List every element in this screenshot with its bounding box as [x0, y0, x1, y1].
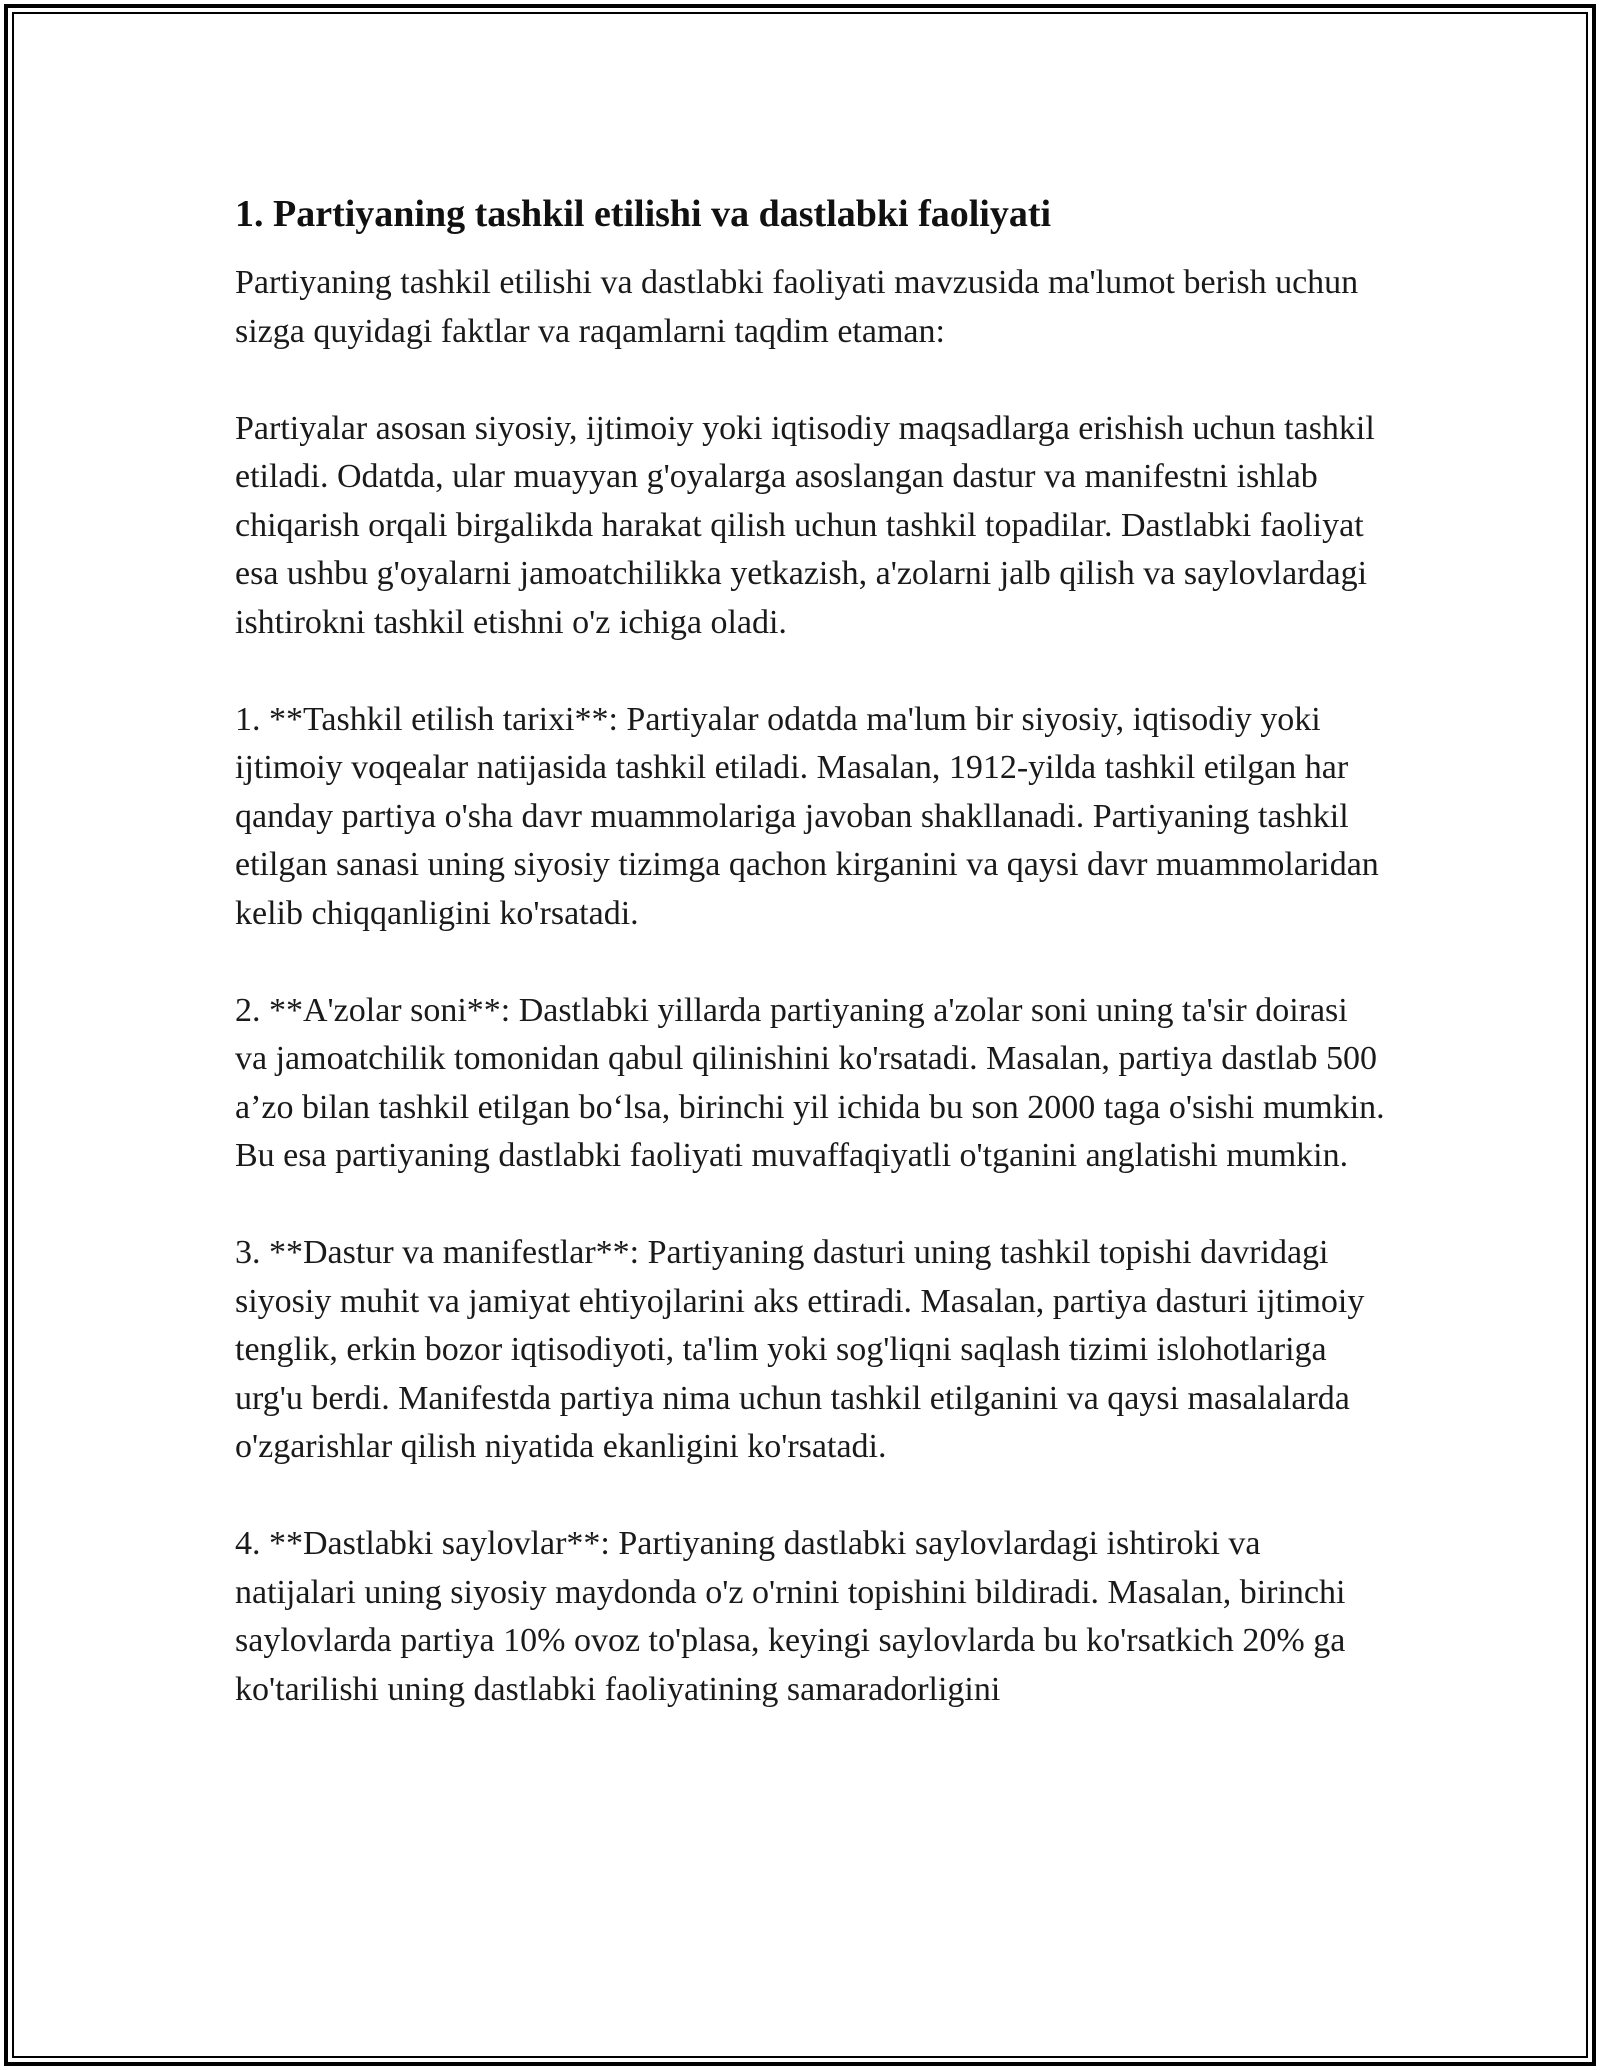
document-body — [235, 183, 1385, 1763]
point-member-count: 2. **A'zolar soni**: Dastlabki yillarda partiyaning a'zolar soni uning ta'sir doirasi va jamoatchilik tomonidan qabul qilinishini ko'rsatadi. Masalan, partiya dastlab 500 a’zo bilan tashkil etilgan bo‘lsa, birinchi yil ichida bu son 2000 taga o'sishi mumkin. Bu esa partiyaning dastlabki faoliyati muvaffaqiyatli o'tganini anglatishi mumkin. — [235, 991, 1385, 1174]
point-founding-history: 1. **Tashkil etilish tarixi**: Partiyalar odatda ma'lum bir siyosiy, iqtisodiy yoki ijtimoiy voqealar natijasida tashkil etiladi. Masalan, 1912-yilda tashkil etilgan har qanday partiya o'sha davr muammolariga javoban shakllanadi. Partiyaning tashkil etilgan sanasi uning siyosiy tizimga qachon kirganini va qaysi davr muammolaridan kelib chiqqanligini ko'rsatadi. — [235, 700, 1379, 932]
section-title: 1. Partiyaning tashkil etilishi va dastlabki faoliyati — [235, 193, 1052, 235]
point-program-manifesto: 3. **Dastur va manifestlar**: Partiyaning dasturi uning tashkil topishi davridagi siyosiy muhit va jamiyat ehtiyojlarini aks ettiradi. Masalan, partiya dasturi ijtimoiy tenglik, erkin bozor iqtisodiyoti, ta'lim yoki sog'liqni saqlash tizimi islohotlariga urg'u berdi. Manifestda partiya nima uchun tashkil etilganini va qaysi masalalarda o'zgarishlar qilish niyatida ekanligini ko'rsatadi. — [235, 1234, 1365, 1465]
overview-paragraph: Partiyalar asosan siyosiy, ijtimoiy yoki iqtisodiy maqsadlarga erishish uchun tashkil etiladi. Odatda, ular muayyan g'oyalarga asoslangan dastur va manifestni ishlab chiqarish orqali birgalikda harakat qilish uchun tashkil topadilar. Dastlabki faoliyat esa ushbu g'oyalarni jamoatchilikka yetkazish, a'zolarni jalb qilish va saylovlardagi ishtirokni tashkil etishni o'z ichiga oladi. — [235, 409, 1375, 641]
intro-paragraph: Partiyaning tashkil etilishi va dastlabki faoliyati mavzusida ma'lumot berish uchun sizga quyidagi faktlar va raqamlarni taqdim etaman: — [235, 264, 1359, 350]
point-early-elections: 4. **Dastlabki saylovlar**: Partiyaning dastlabki saylovlardagi ishtiroki va natijalari uning siyosiy maydonda o'z o'rnini topishini bildiradi. Masalan, birinchi saylovlarda partiya 10% ovoz to'plasa, keyingi saylovlarda bu ko'rsatkich 20% ga ko'tarilishi uning dastlabki faoliyatining samaradorligini — [235, 1525, 1346, 1708]
